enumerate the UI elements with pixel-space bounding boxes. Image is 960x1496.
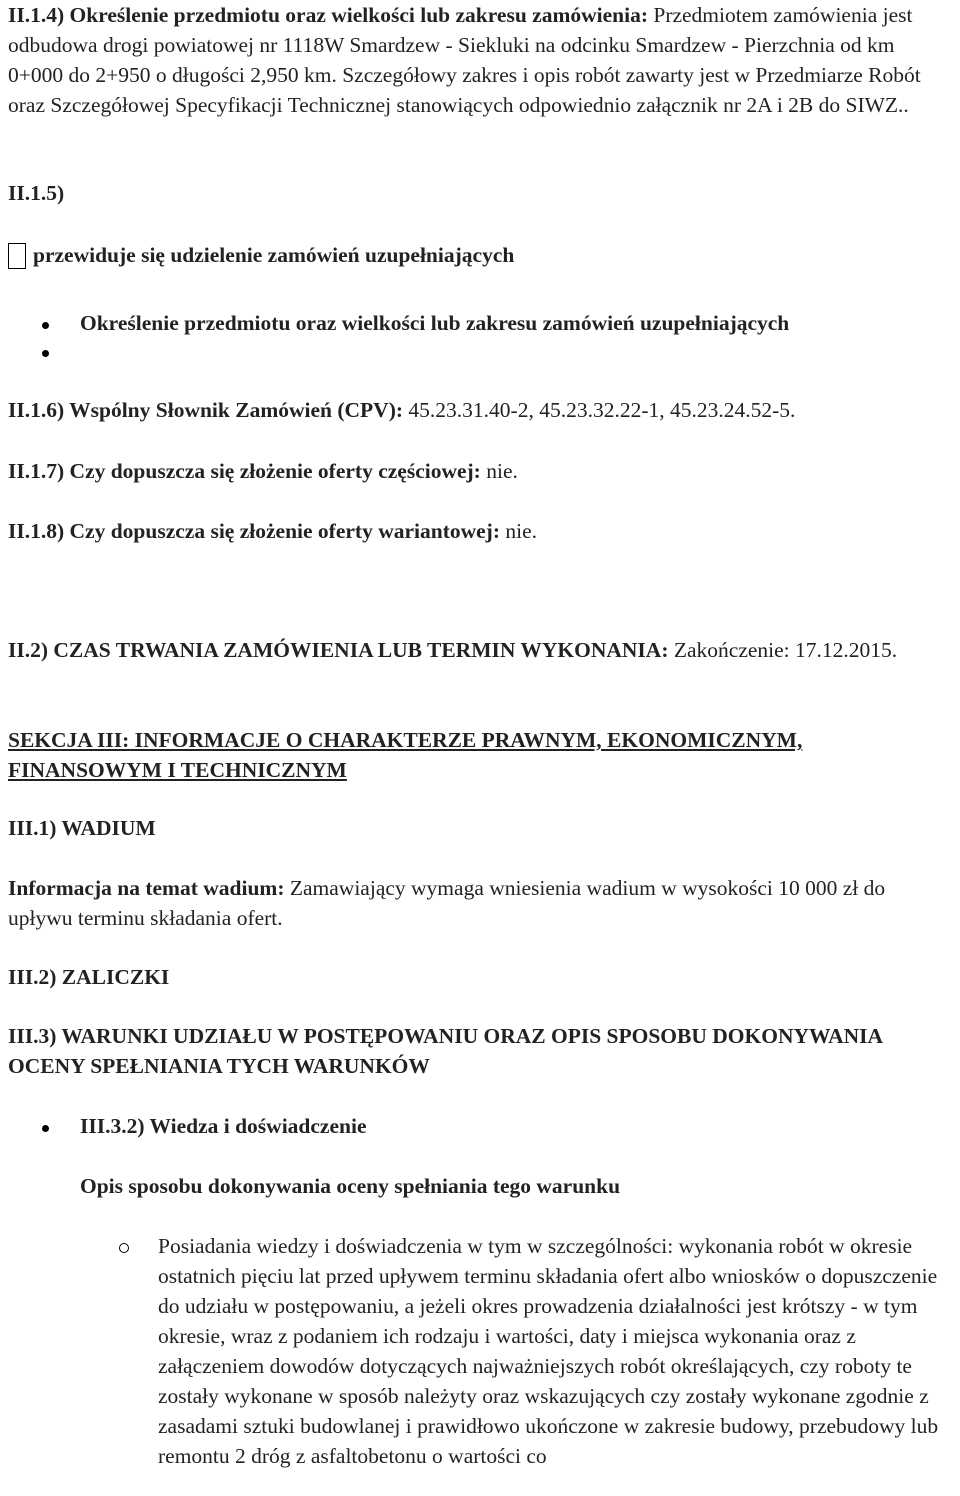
section-ii-2 <box>8 635 954 665</box>
section-ii-1-6 <box>8 395 954 425</box>
section-ii-1-8-value: nie. <box>505 519 538 543</box>
section-ii-1-8 <box>8 516 954 546</box>
opis-label: Opis sposobu dokonywania oceny spełniania tego warunku <box>80 1174 621 1198</box>
section-ii-1-7-label: II.1.7) Czy dopuszcza się złożenie oferty częściowej: <box>8 459 481 483</box>
section-ii-2-value: Zakończenie: 17.12.2015. <box>673 638 898 662</box>
section-ii-1-6-label: II.1.6) Wspólny Słownik Zamówień (CPV): <box>8 398 404 422</box>
section-iii-1-info-text: Zamawiający wymaga wniesienia wadium w wysokości 10 000 zł do upływu terminu składania ofert. <box>8 876 886 930</box>
section-iii-1-info <box>8 873 954 933</box>
section-ii-1-8-label: II.1.8) Czy dopuszcza się złożenie oferty wariantowej: <box>8 519 500 543</box>
section-ii-1-7 <box>8 456 954 486</box>
bullet-icon <box>42 322 49 329</box>
bullet-icon <box>42 1125 49 1132</box>
circle-bullet-icon <box>119 1243 129 1253</box>
section-ii-1-6-value: 45.23.31.40-2, 45.23.32.22-1, 45.23.24.52-5. <box>408 398 796 422</box>
section-ii-1-4-text: Przedmiotem zamówienia jest odbudowa drogi powiatowej nr 1118W Smardzew - Siekluki na odcinku Smardzew - Pierzchnia od km 0+000 do 2+950 o długości 2,950 km. Szczegółowy zakres i opis robót zawarty jest w Przedmiarze Robót oraz Szczegółowej Specyfikacji Technicznej stanowiących odpowiednio załącznik nr 2A i 2B do SIWZ.. <box>8 3 921 117</box>
section-iii-1-info-label: Informacja na temat wadium: <box>8 876 285 900</box>
checkbox-label: przewiduje się udzielenie zamówień uzupełniających <box>33 243 515 267</box>
list-item-requirement: Posiadania wiedzy i doświadczenia w tym w szczególności: wykonania robót w okresie ostatnich pięciu lat przed upływem terminu składania ofert albo wniosków o dopuszczenie do udziału w postępowaniu, a jeżeli okres prowadzenia działalności jest krótszy - w tym okresie, wraz z podaniem ich rodzaju i wartości, daty i miejsca wykonania oraz z załączeniem dowodów dotyczących najważniejszych robót określających, czy roboty te zostały wykonane w sposób należyty oraz wskazujących czy zostały wykonane zgodnie z zasadami sztuki budowlanej i prawidłowo ukończone w zakresie budowy, przebudowy lub remontu 2 dróg z asfaltobetonu o wartości co <box>158 1234 939 1468</box>
section-ii-1-7-value: nie. <box>486 459 518 483</box>
section-iii-3-heading: III.3) WARUNKI UDZIAŁU W POSTĘPOWANIU ORAZ OPIS SPOSOBU DOKONYWANIA OCENY SPEŁNIANIA TYCH WARUNKÓW <box>8 1024 882 1078</box>
section-iii-1-heading: III.1) WADIUM <box>8 816 156 840</box>
bullet-icon <box>42 350 49 357</box>
section-ii-1-4-label: II.1.4) Określenie przedmiotu oraz wielkości lub zakresu zamówienia: <box>8 3 648 27</box>
list-item-cpv-additional: Określenie przedmiotu oraz wielkości lub zakresu zamówień uzupełniających <box>80 311 790 335</box>
checkbox[interactable] <box>8 243 26 269</box>
section-iii-2-heading: III.2) ZALICZKI <box>8 965 170 989</box>
section-ii-2-label: II.2) CZAS TRWANIA ZAMÓWIENIA LUB TERMIN WYKONANIA: <box>8 638 669 662</box>
section-iii-title: SEKCJA III: INFORMACJE O CHARAKTERZE PRAWNYM, EKONOMICZNYM, FINANSOWYM I TECHNICZNYM <box>8 728 803 782</box>
section-ii-1-4 <box>8 0 954 120</box>
section-iii-3-2-heading: III.3.2) Wiedza i doświadczenie <box>80 1114 367 1138</box>
section-ii-1-5-label: II.1.5) <box>8 181 65 205</box>
